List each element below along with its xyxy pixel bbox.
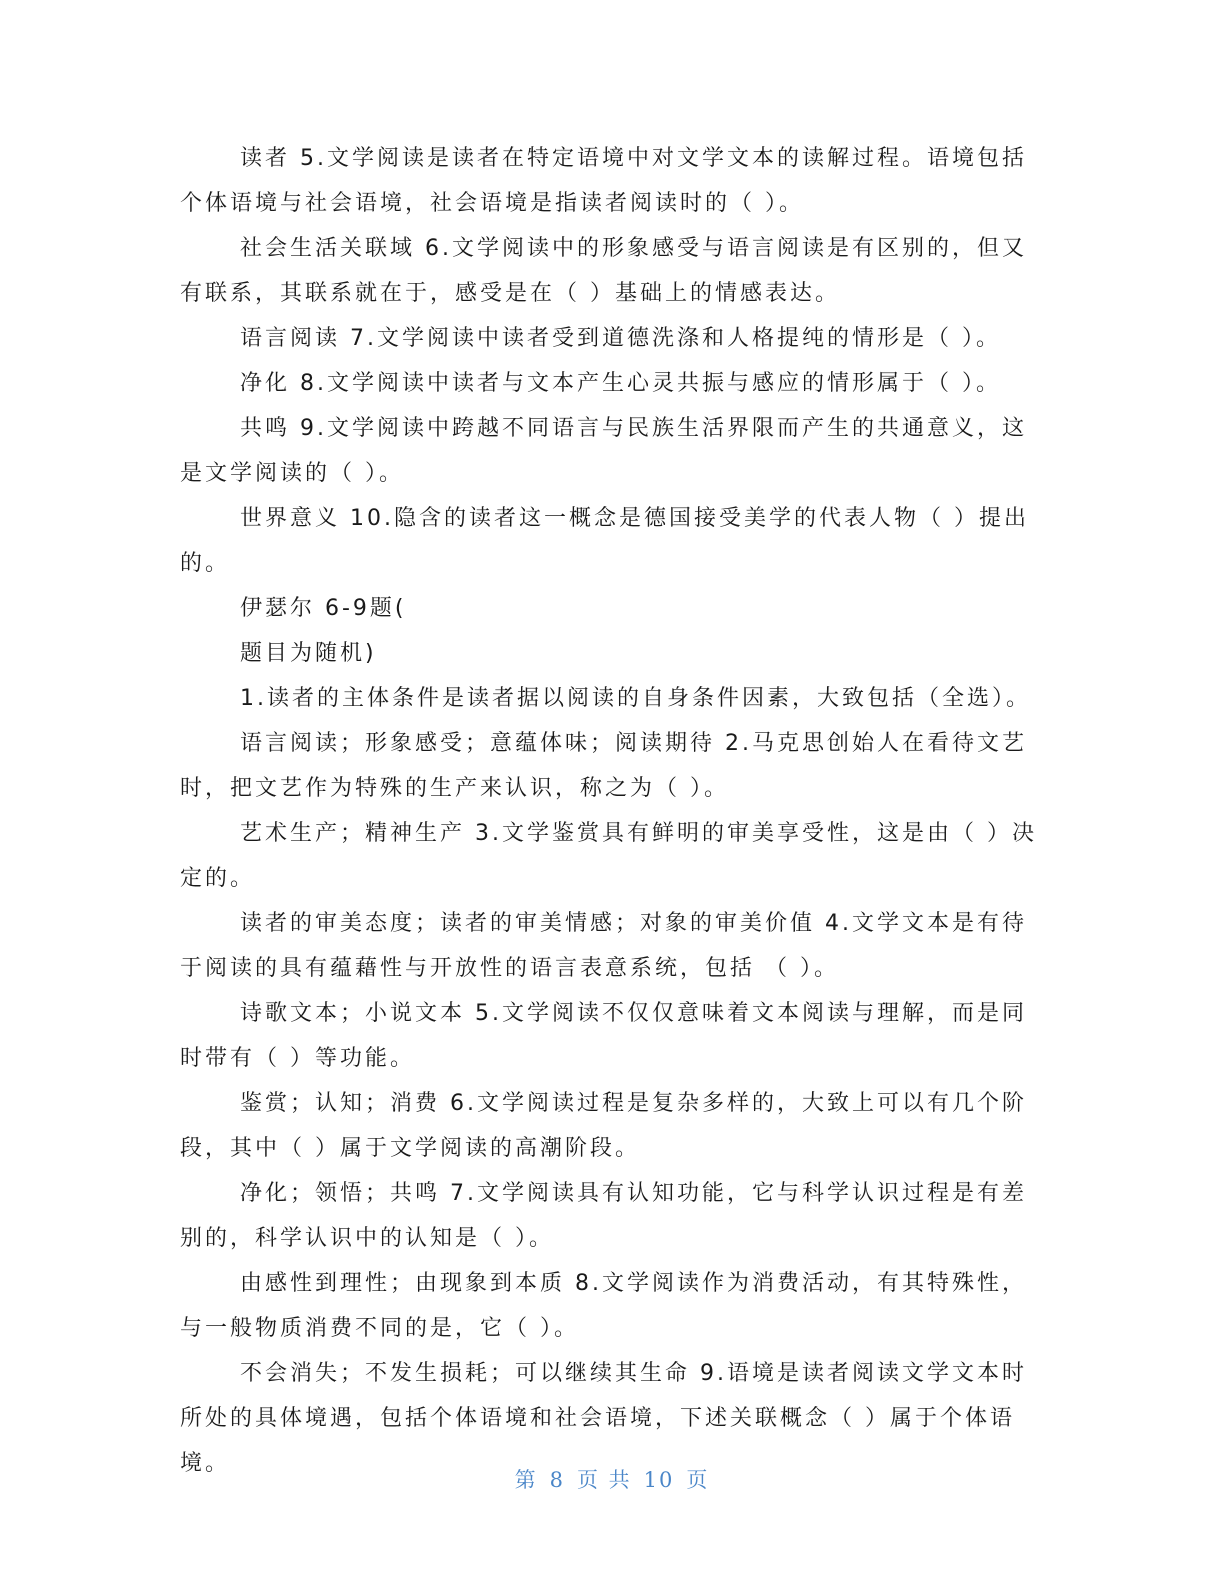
paragraph: 共鸣 9.文学阅读中跨越不同语言与民族生活界限而产生的共通意义，这是文学阅读的（ ）。: [180, 416, 1027, 486]
footer-middle: 页 共: [576, 1468, 632, 1492]
page-footer: [0, 1464, 1224, 1494]
paragraph: 社会生活关联域 6.文学阅读中的形象感受与语言阅读是有区别的，但又有联系，其联系就在于，感受是在（ ）基础上的情感表达。: [180, 236, 1027, 306]
document-body: [180, 136, 1040, 1486]
paragraph: 语言阅读 7.文学阅读中读者受到道德洗涤和人格提纯的情形是（ ）。: [240, 326, 1001, 351]
paragraph: 题目为随机): [240, 641, 377, 666]
paragraph: 读者 5.文学阅读是读者在特定语境中对文学文本的读解过程。语境包括个体语境与社会语境，社会语境是指读者阅读时的（ ）。: [180, 146, 1027, 216]
paragraph: 不会消失；不发生损耗；可以继续其生命 9.语境是读者阅读文学文本时所处的具体境遇，包括个体语境和社会语境，下述关联概念（ ）属于个体语境。: [180, 1361, 1027, 1476]
paragraph: 净化；领悟；共鸣 7.文学阅读具有认知功能，它与科学认识过程是有差别的，科学认识中的认知是（ ）。: [180, 1181, 1027, 1251]
paragraph: 由感性到理性；由现象到本质 8.文学阅读作为消费活动，有其特殊性，与一般物质消费不同的是，它（ ）。: [180, 1271, 1027, 1341]
paragraph: 世界意义 10.隐含的读者这一概念是德国接受美学的代表人物（ ）提出的。: [180, 506, 1029, 576]
paragraph: 鉴赏；认知；消费 6.文学阅读过程是复杂多样的，大致上可以有几个阶段，其中（ ）属于文学阅读的高潮阶段。: [180, 1091, 1027, 1161]
paragraph: 1.读者的主体条件是读者据以阅读的自身条件因素，大致包括（全选）。: [240, 686, 1031, 711]
paragraph: 语言阅读；形象感受；意蕴体味；阅读期待 2.马克思创始人在看待文艺时，把文艺作为特殊的生产来认识，称之为（ ）。: [180, 731, 1027, 801]
paragraph: 读者的审美态度；读者的审美情感；对象的审美价值 4.文学文本是有待于阅读的具有蕴藉性与开放性的语言表意系统，包括 （ ）。: [180, 911, 1027, 981]
paragraph: 诗歌文本；小说文本 5.文学阅读不仅仅意味着文本阅读与理解，而是同时带有（ ）等功能。: [180, 1001, 1027, 1071]
footer-prefix: 第: [514, 1468, 538, 1492]
paragraph: 净化 8.文学阅读中读者与文本产生心灵共振与感应的情形属于（ ）。: [240, 371, 1001, 396]
paragraph: 伊瑟尔 6-9题(: [240, 596, 407, 621]
current-page-number: 8: [549, 1468, 565, 1492]
total-page-count: 10: [643, 1468, 675, 1492]
paragraph: 艺术生产；精神生产 3.文学鉴赏具有鲜明的审美享受性，这是由（ ）决定的。: [180, 821, 1037, 891]
footer-suffix: 页: [686, 1468, 710, 1492]
